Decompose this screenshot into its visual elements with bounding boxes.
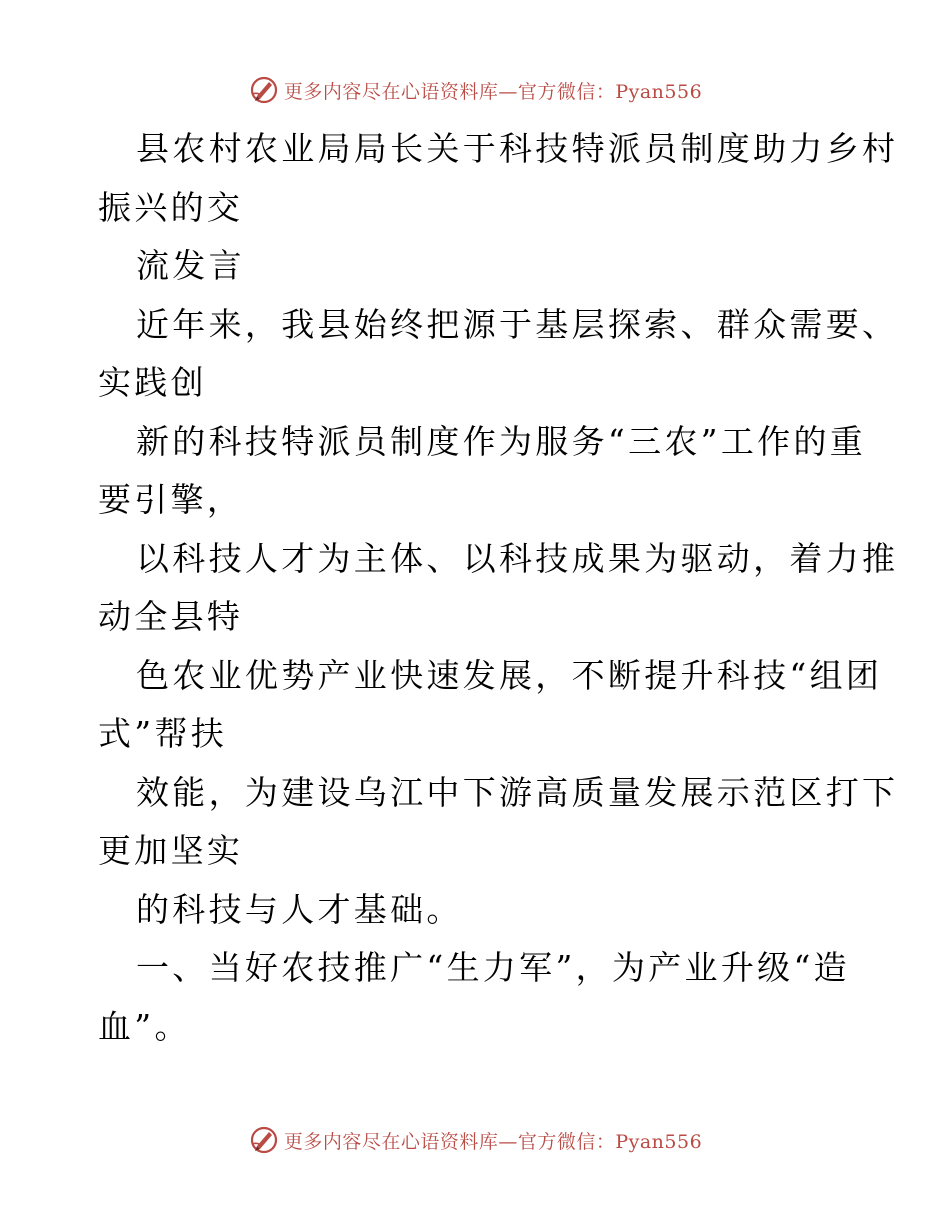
text-line: 新的科技特派员制度作为服务“三农”工作的重 <box>136 421 867 461</box>
watermark-banner-bottom <box>0 1120 950 1160</box>
text-line: 更加坚实 <box>98 831 244 870</box>
watermark-text: 更多内容尽在心语资料库—官方微信：Pyan556 <box>283 1130 703 1153</box>
text-line: 一、当好农技推广“生力军”，为产业升级“造 <box>136 948 850 987</box>
pen-logo-icon <box>248 1124 280 1156</box>
pen-logo-icon <box>248 74 280 106</box>
text-line: 近年来，我县始终把源于基层探索、群众需要、 <box>136 304 899 344</box>
document-body <box>98 120 899 1056</box>
text-line: 血”。 <box>98 1006 191 1046</box>
text-line: 振兴的交 <box>98 187 244 227</box>
text-line: 要引擎， <box>98 480 244 519</box>
text-line: 式”帮扶 <box>98 714 228 753</box>
text-line: 动全县特 <box>98 597 244 636</box>
watermark-text: 更多内容尽在心语资料库—官方微信：Pyan556 <box>283 80 703 103</box>
text-line: 以科技人才为主体、以科技成果为驱动，着力推 <box>136 538 899 578</box>
watermark-banner-top <box>0 70 950 110</box>
text-line: 县农村农业局局长关于科技特派员制度助力乡村 <box>136 129 899 168</box>
text-line: 流发言 <box>136 246 245 285</box>
text-line: 实践创 <box>98 363 207 402</box>
text-line: 效能，为建设乌江中下游高质量发展示范区打下 <box>136 772 899 812</box>
text-line: 色农业优势产业快速发展，不断提升科技“组团 <box>136 655 883 695</box>
text-line: 的科技与人才基础。 <box>136 889 463 929</box>
